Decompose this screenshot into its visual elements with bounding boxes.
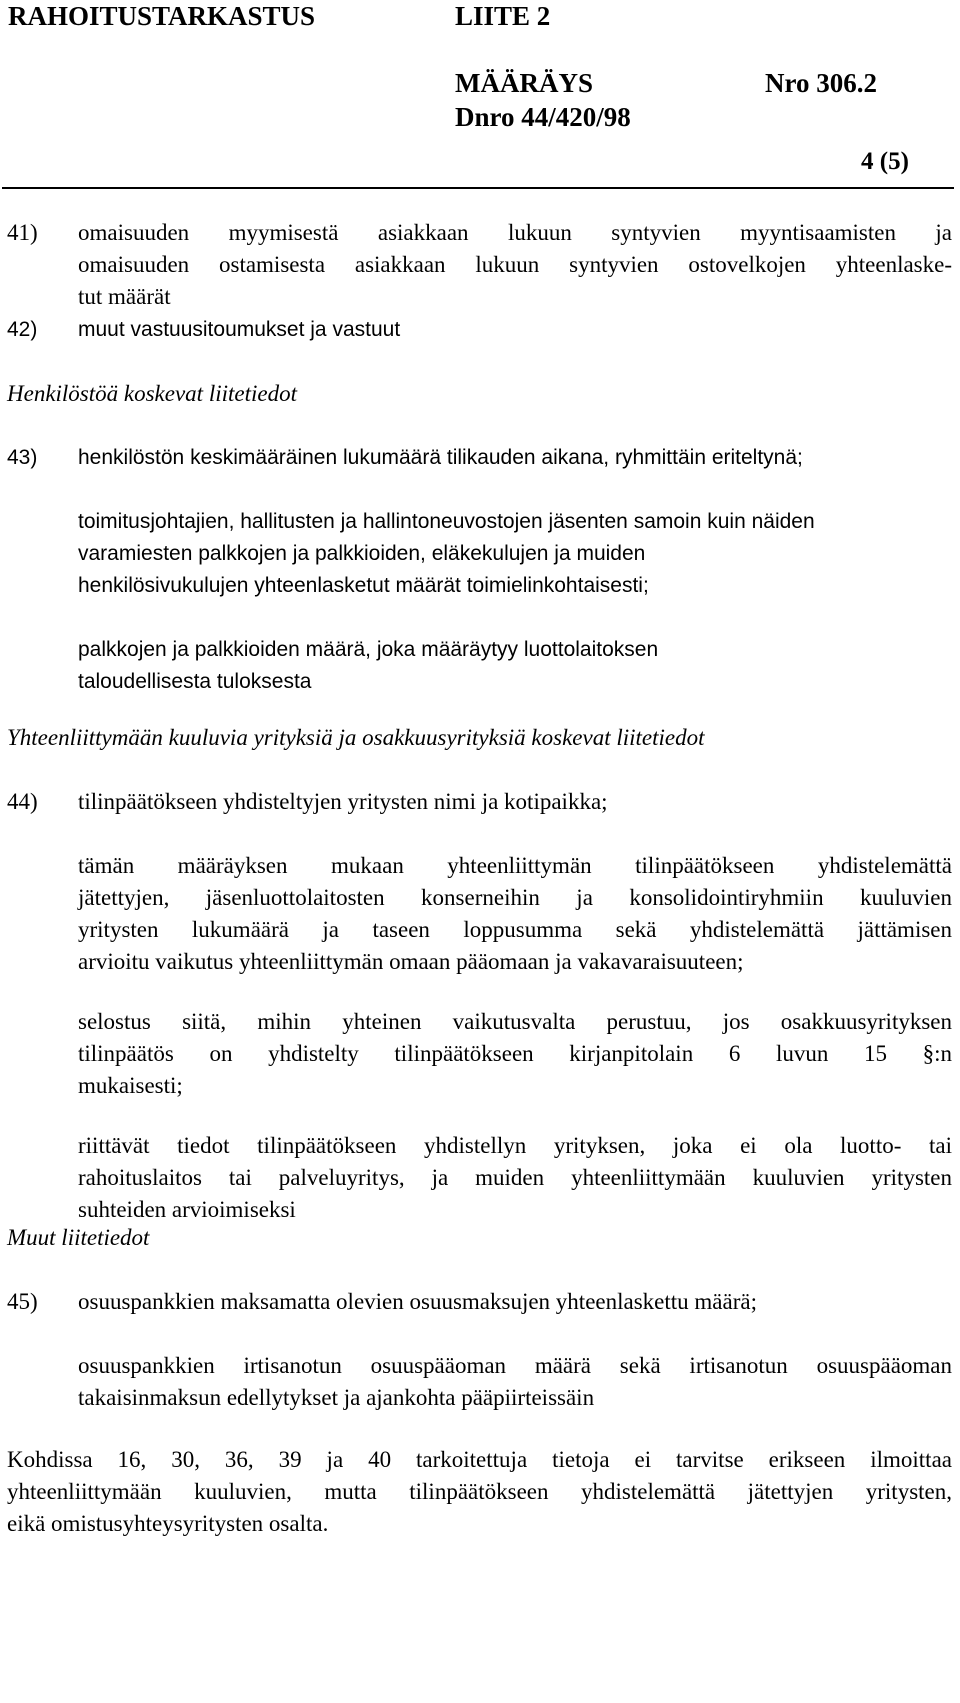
item-44-p3-line: rahoituslaitos tai palveluyritys, ja muiden yhteenliittymään kuuluvien yritysten <box>78 1165 952 1190</box>
item-44-p2-line: selostus siitä, mihin yhteinen vaikutusvalta perustuu, jos osakkuusyrityksen <box>78 1009 952 1034</box>
item-41-text <box>78 217 952 313</box>
item-44-p1-line: jätettyjen, jäsenluottolaitosten konserneihin ja konsolidointiryhmiin kuuluvien <box>78 885 952 910</box>
regulation-label: MÄÄRÄYS <box>455 68 593 98</box>
item-45-number: 45) <box>7 1289 38 1314</box>
item-45-p1-line: takaisinmaksun edellytykset ja ajankohta pääpiirteissäin <box>78 1385 595 1410</box>
page-number: 4 (5) <box>861 148 909 175</box>
section-heading-group: Yhteenliittymään kuuluvia yrityksiä ja osakkuusyrityksiä koskevat liitetiedot <box>7 725 705 750</box>
item-43-number: 43) <box>7 446 38 469</box>
closing-line: eikä omistusyhteysyritysten osalta. <box>7 1511 329 1536</box>
item-41-line: omaisuuden myymisestä asiakkaan lukuun syntyvien myyntisaamisten ja <box>78 220 952 245</box>
item-44-paragraph-2 <box>78 1006 952 1102</box>
item-43-p1-line: toimitusjohtajien, hallitusten ja hallintoneuvostojen jäsenten samoin kuin näiden <box>78 510 815 533</box>
header-divider <box>2 187 954 189</box>
item-42-number: 42) <box>7 318 38 341</box>
item-43-p1-line: varamiesten palkkojen ja palkkioiden, eläkekulujen ja muiden <box>78 542 646 565</box>
item-44-p1-line: tämän määräyksen mukaan yhteenliittymän tilinpäätökseen yhdistelemättä <box>78 853 952 878</box>
item-41-number: 41) <box>7 220 38 245</box>
item-42-text: muut vastuusitoumukset ja vastuut <box>78 318 401 341</box>
item-44-number: 44) <box>7 789 38 814</box>
closing-line: yhteenliittymään kuuluvien, mutta tilinpäätökseen yhdistelemättä jätettyjen yritysten, <box>7 1479 952 1504</box>
record-number: Dnro 44/420/98 <box>455 102 631 132</box>
appendix-label: LIITE 2 <box>455 1 551 31</box>
item-44-p1-line: yritysten lukumäärä ja taseen loppusumma sekä yhdistelemättä jättämisen <box>78 917 952 942</box>
section-heading-staff: Henkilöstöä koskevat liitetiedot <box>7 381 297 406</box>
closing-line: Kohdissa 16, 30, 36, 39 ja 40 tarkoitettuja tietoja ei tarvitse erikseen ilmoittaa <box>7 1447 952 1472</box>
regulation-number: Nro 306.2 <box>765 68 877 98</box>
item-44-p3-line: suhteiden arvioimiseksi <box>78 1197 296 1222</box>
item-44-p3-line: riittävät tiedot tilinpäätökseen yhdistellyn yrityksen, joka ei ola luotto- tai <box>78 1133 952 1158</box>
item-44-text: tilinpäätökseen yhdisteltyjen yritysten nimi ja kotipaikka; <box>78 789 608 814</box>
org-title: RAHOITUSTARKASTUS <box>8 1 316 31</box>
section-heading-other: Muut liitetiedot <box>7 1225 150 1250</box>
item-43-p1-line: henkilösivukulujen yhteenlasketut määrät toimielinkohtaisesti; <box>78 574 649 597</box>
item-45-p1-line: osuuspankkien irtisanotun osuuspääoman määrä sekä irtisanotun osuuspääoman <box>78 1353 952 1378</box>
item-43-text: henkilöstön keskimääräinen lukumäärä tilikauden aikana, ryhmittäin eriteltynä; <box>78 446 803 469</box>
item-41-line: tut määrät <box>78 284 171 309</box>
item-45-paragraph-1 <box>78 1350 952 1414</box>
item-44-paragraph-3 <box>78 1130 952 1226</box>
item-43-p2-line: taloudellisesta tuloksesta <box>78 670 312 693</box>
item-44-p2-line: mukaisesti; <box>78 1073 183 1098</box>
item-44-p1-line: arvioitu vaikutus yhteenliittymän omaan pääomaan ja vakavaraisuuteen; <box>78 949 744 974</box>
item-41-line: omaisuuden ostamisesta asiakkaan lukuun syntyvien ostovelkojen yhteenlaske- <box>78 252 952 277</box>
item-45-text: osuuspankkien maksamatta olevien osuusmaksujen yhteenlaskettu määrä; <box>78 1289 757 1314</box>
item-43-paragraph-1 <box>78 506 952 602</box>
closing-paragraph <box>7 1444 952 1540</box>
item-44-p2-line: tilinpäätös on yhdistelty tilinpäätökseen kirjanpitolain 6 luvun 15 §:n <box>78 1041 952 1066</box>
item-43-p2-line: palkkojen ja palkkioiden määrä, joka määräytyy luottolaitoksen <box>78 638 659 661</box>
item-43-paragraph-2 <box>78 634 952 698</box>
item-44-paragraph-1 <box>78 850 952 978</box>
